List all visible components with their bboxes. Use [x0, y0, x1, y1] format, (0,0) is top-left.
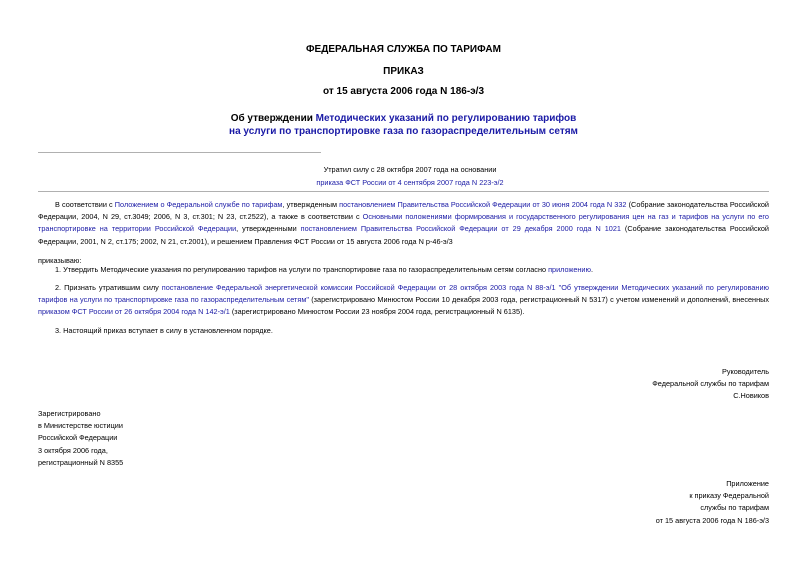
document-title: [0, 112, 807, 138]
registration-line: в Министерстве юстиции: [38, 421, 123, 431]
registration-line: 3 октября 2006 года,: [38, 445, 108, 455]
decree-332-link[interactable]: постановлением Правительства Российской Федерации от 30 июня 2004 года N 332: [339, 200, 627, 209]
registration-line: регистрационный N 8355: [38, 457, 124, 467]
appendix-line: Приложение: [726, 479, 769, 488]
item-2-text: (зарегистрировано Минюстом России 23 ноября 2004 года, регистрационный N 6135).: [229, 307, 525, 317]
signature-block: [652, 366, 769, 403]
signature-title: Руководитель: [721, 367, 769, 376]
regulation-link[interactable]: Положением о Федеральной службе по тарифам: [114, 200, 283, 209]
item-2-text: 2. Признать утратившим силу: [55, 283, 162, 292]
preamble-paragraph: [38, 199, 769, 248]
fst-order-142-link[interactable]: приказом ФСТ России от 26 октября 2004 года N 142-э/1: [38, 307, 230, 317]
date-number-heading: от 15 августа 2006 года N 186-э/3: [322, 86, 485, 97]
appendix-line: от 15 августа 2006 года N 186-э/3: [655, 515, 769, 525]
decree-1021-link[interactable]: постановлением Правительства Российской Федерации от 29 декабря 2000 года N 1021: [300, 224, 621, 234]
short-divider: [38, 152, 321, 153]
preamble-text: , утвержденными: [236, 224, 301, 234]
item-3: [38, 325, 769, 337]
item-3-text: 3. Настоящий приказ вступает в силу в установленном порядке.: [55, 326, 273, 335]
registration-block: [38, 408, 123, 469]
item-1-end: .: [590, 265, 594, 274]
title-link-part1[interactable]: Методических указаний по регулированию тарифов: [315, 113, 577, 124]
registration-line: Российской Федерации: [38, 433, 118, 443]
item-1: [38, 264, 769, 276]
preamble-text: , утвержденным: [282, 200, 340, 209]
appendix-block: [656, 478, 769, 527]
signature-org: Федеральной службы по тарифам: [652, 379, 769, 389]
appendix-line: службы по тарифам: [700, 503, 769, 513]
full-divider: [38, 191, 769, 192]
status-note-link[interactable]: приказа ФСТ России от 4 сентября 2007 года N 223-э/2: [316, 177, 504, 187]
doc-type-heading: ПРИКАЗ: [383, 66, 424, 77]
signature-name: С.Новиков: [733, 391, 769, 401]
appendix-link[interactable]: приложению: [548, 265, 591, 274]
preamble-text: (Собрание законодательства Российской Федерации, 2004, N 29, ст.3049; 2006, N 3, ст.301; N 23, ст.2522), а также в соответствии с: [38, 200, 769, 222]
status-note-line: Утратил силу с 28 октября 2007 года на основании: [323, 165, 497, 174]
item-1-text: 1. Утвердить Методические указания по регулированию тарифов на услуги по транспортировке газа по газораспределительным сетям согласно: [55, 265, 549, 274]
fek-decree-link[interactable]: постановление Федеральной энергетической комиссии Российской Федерации от 28 октября 2003 года N 88-э/1 "Об утверждении Методических указаний по регулированию тарифов на услуги по транспортировке газа по газораспределительным сетям": [38, 283, 770, 305]
order-word: приказываю:: [38, 256, 82, 265]
item-2-text: (зарегистрировано Минюстом России 10 декабря 2003 года, регистрационный N 5317) с учетом изменений и дополнений, внесенных: [308, 295, 769, 305]
title-link-part2[interactable]: на услуги по транспортировке газа по газораспределительным сетям: [229, 126, 578, 137]
item-2: [38, 282, 769, 319]
registration-line: Зарегистрировано: [38, 409, 101, 418]
basic-provisions-link[interactable]: Основными положениями формирования и государственного регулирования цен на газ и тарифов на услуги по его транспортировке на территории Российской Федерации: [38, 212, 769, 234]
preamble-text: В соответствии с: [55, 200, 115, 209]
appendix-line: к приказу Федеральной: [689, 491, 769, 501]
status-note: [310, 164, 510, 189]
agency-heading: ФЕДЕРАЛЬНАЯ СЛУЖБА ПО ТАРИФАМ: [306, 44, 501, 55]
title-prefix: Об утверждении: [230, 113, 316, 124]
preamble-text: (Собрание законодательства Российской Федерации, 2001, N 2, ст.175; 2002, N 21, ст.2001), и решением Правления ФСТ России от 15 августа 2006 года N р-46-э/3: [38, 224, 770, 246]
